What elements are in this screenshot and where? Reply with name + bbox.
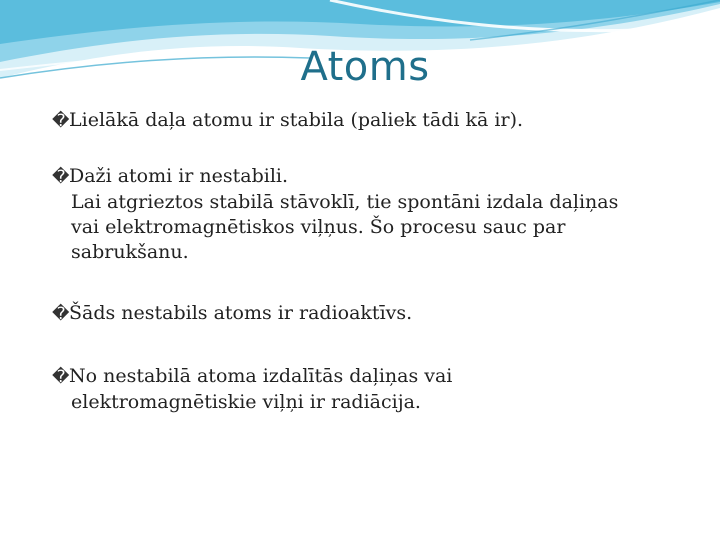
paragraph-4-line-2: elektromagnētiskie viļņi ir radiācija.	[71, 391, 421, 413]
bullet-icon: �	[52, 167, 70, 187]
bullet-icon: �	[52, 367, 70, 387]
paragraph-3-line-1: Šāds nestabils atoms ir radioaktīvs.	[69, 302, 413, 324]
paragraph-4	[52, 364, 672, 415]
paragraph-1	[52, 108, 672, 134]
paragraph-2-line-3: vai elektromagnētiskos viļņus. Šo procesu sauc par	[71, 216, 566, 238]
paragraph-1-line-1: Lielākā daļa atomu ir stabila (paliek tādi kā ir).	[69, 109, 524, 131]
paragraph-2-line-4: sabrukšanu.	[71, 241, 189, 263]
bullet-icon: �	[52, 304, 70, 324]
paragraph-2	[52, 164, 672, 265]
paragraph-4-line-1: No nestabilā atoma izdalītās daļiņas vai	[69, 365, 453, 387]
paragraph-3	[52, 301, 672, 327]
paragraph-2-line-1: Daži atomi ir nestabili.	[69, 165, 289, 187]
slide-body	[52, 108, 672, 415]
bullet-icon: �	[52, 111, 70, 131]
paragraph-2-line-2: Lai atgrieztos stabilā stāvoklī, tie spontāni izdala daļiņas	[71, 191, 619, 213]
slide-title: Atoms	[300, 44, 430, 90]
